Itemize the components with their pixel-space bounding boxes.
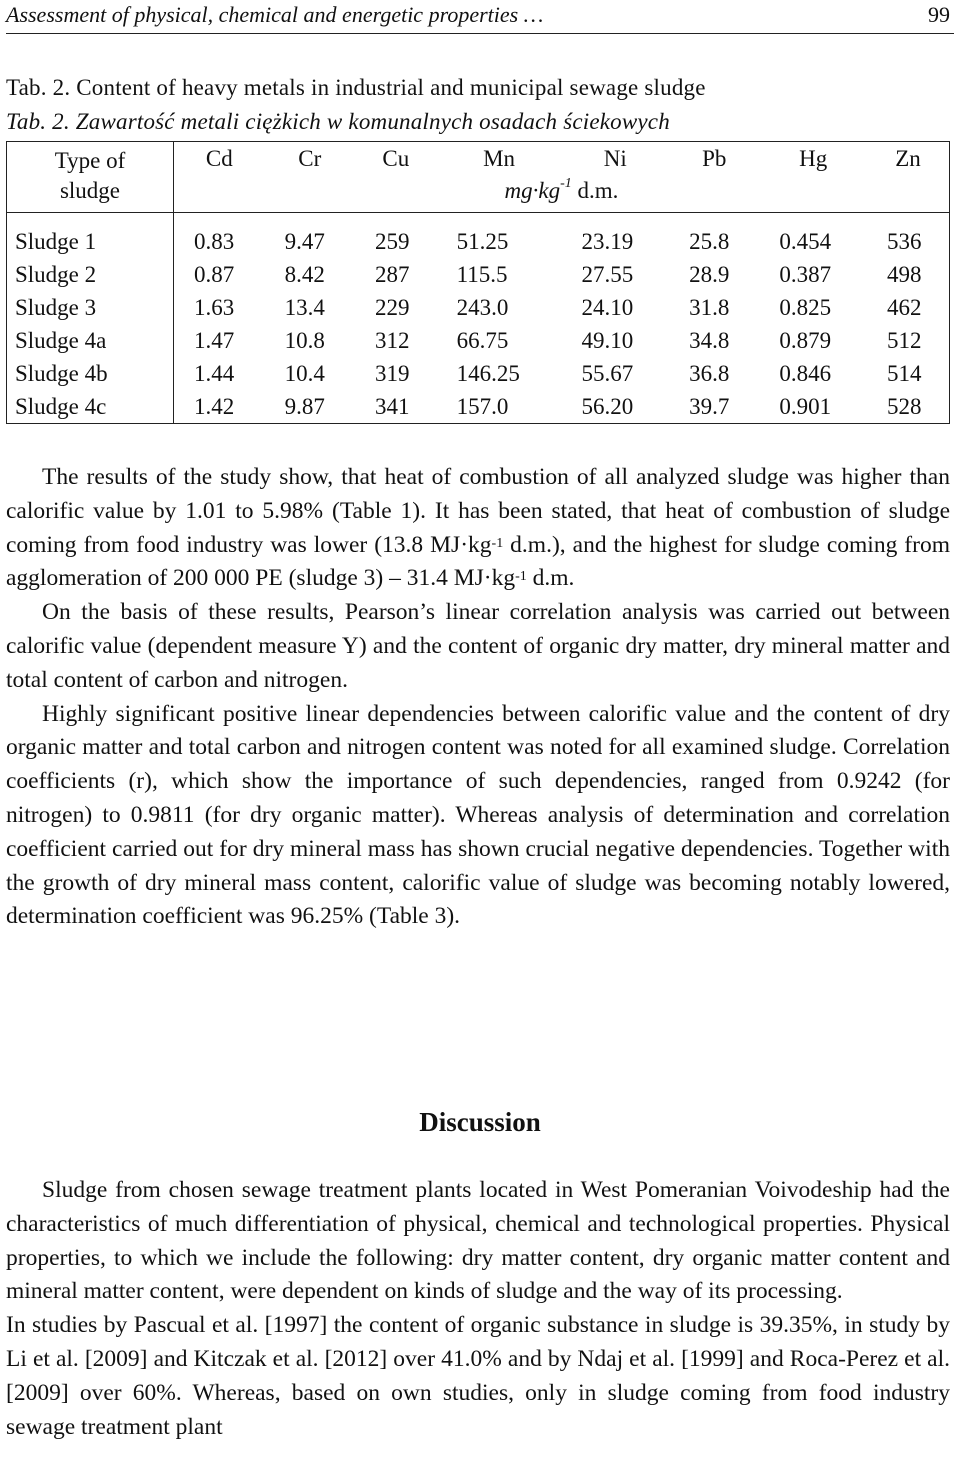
table-cell-hg: 0.454	[779, 229, 832, 254]
row-header-type-of-sludge	[7, 142, 174, 213]
table-cell-pb: 31.8	[689, 295, 730, 320]
table-cell-pb: 36.8	[689, 361, 730, 386]
row-label: Sludge 4b	[7, 357, 174, 390]
table-cell-mn: 146.25	[456, 361, 520, 386]
table-cell-hg: 0.879	[779, 328, 832, 353]
table-cell-cr: 13.4	[284, 295, 325, 320]
unit-suffix: d.m.	[577, 178, 619, 203]
table-cell-ni: 23.19	[581, 229, 634, 254]
table-cell-pb: 34.8	[689, 328, 730, 353]
col-header-ni: Ni	[603, 146, 627, 171]
table-cell-cu: 229	[374, 295, 410, 320]
table-cell-mn: 157.0	[456, 394, 509, 419]
results-paragraph-1	[6, 461, 950, 596]
discussion-heading: Discussion	[419, 1107, 541, 1137]
table-cell-cr: 9.87	[284, 394, 325, 419]
col-header-cr: Cr	[298, 146, 322, 171]
discussion-section	[6, 1174, 950, 1444]
table-cell-mn: 115.5	[456, 262, 508, 287]
table-cell-cu: 287	[374, 262, 410, 287]
table-cell-cd: 1.42	[194, 394, 235, 419]
row-label: Sludge 4a	[7, 324, 174, 357]
results-p1-part-b: d.m.), and the highest for sludge coming from agglomeration of 200 000 PE (sludge 3) – 31.4 MJ·kg	[6, 531, 950, 592]
running-title: Assessment of physical, chemical and energetic properties …	[6, 2, 544, 27]
discussion-paragraph-1: Sludge from chosen sewage treatment plants located in West Pomeranian Voivodeship had the characteristics of much differentiation of physical, chemical and technological properties. Physical properties, to which we include the following: dry matter content, dry organic matter content and mineral matter content, were dependent on kinds of sludge and the way of its processing.	[6, 1177, 950, 1305]
row-header-line-1: Type of	[54, 148, 126, 173]
table-cell-hg: 0.387	[779, 262, 832, 287]
table-row	[7, 213, 950, 259]
table-cell-cr: 10.8	[284, 328, 325, 353]
table-cell-cd: 1.47	[194, 328, 235, 353]
table-cell-mn: 243.0	[456, 295, 509, 320]
table-cell-ni: 49.10	[581, 328, 634, 353]
table-row	[7, 324, 950, 357]
table-cell-cd: 0.87	[194, 262, 235, 287]
row-header-line-2: sludge	[59, 178, 121, 203]
table-cell-ni: 24.10	[581, 295, 634, 320]
unit-header	[174, 178, 950, 213]
results-p1-part-c: d.m.	[526, 565, 575, 592]
table-row	[7, 258, 950, 291]
page-number: 99	[928, 2, 950, 27]
col-header-mn: Mn	[483, 146, 516, 171]
table-cell-cd: 0.83	[194, 229, 235, 254]
row-label: Sludge 4c	[7, 390, 174, 424]
table-cell-ni: 56.20	[581, 394, 634, 419]
results-p1-sup-2: -1	[515, 569, 527, 585]
results-p1-part-a: The results of the study show, that heat of combustion of all analyzed sludge was higher than calorific value by 1.01 to 5.98% (Table 1). It has been stated, that heat of combustion of sludge coming from food industry was lower (13.8 MJ·kg	[6, 464, 950, 558]
row-label: Sludge 3	[7, 291, 174, 324]
table-cell-ni: 55.67	[581, 361, 634, 386]
table-cell-hg: 0.901	[779, 394, 832, 419]
table-cell-cr: 10.4	[284, 361, 325, 386]
row-label: Sludge 1	[7, 213, 174, 259]
col-header-zn: Zn	[895, 146, 921, 171]
table-cell-zn: 536	[886, 229, 922, 254]
results-p1-sup-1: -1	[491, 535, 504, 551]
table-cell-pb: 25.8	[689, 229, 730, 254]
col-header-pb: Pb	[702, 146, 727, 171]
table-cell-zn: 462	[886, 295, 922, 320]
table-caption-english: Tab. 2. Content of heavy metals in industrial and municipal sewage sludge	[6, 75, 706, 100]
table-body	[7, 213, 950, 424]
table-row	[7, 390, 950, 424]
table-cell-cd: 1.44	[194, 361, 235, 386]
table-row	[7, 357, 950, 390]
table-cell-ni: 27.55	[581, 262, 634, 287]
table-cell-zn: 528	[886, 394, 922, 419]
table-cell-cd: 1.63	[194, 295, 235, 320]
table-cell-mn: 51.25	[456, 229, 509, 254]
running-header	[6, 0, 954, 34]
table-cell-mn: 66.75	[456, 328, 509, 353]
table-cell-cu: 319	[374, 361, 410, 386]
table-cell-pb: 39.7	[689, 394, 730, 419]
col-header-cu: Cu	[382, 146, 410, 171]
unit-prefix: mg·kg	[504, 178, 561, 203]
heavy-metals-table	[6, 141, 950, 424]
results-section	[6, 461, 950, 934]
table-cell-cr: 9.47	[284, 229, 325, 254]
table-cell-zn: 498	[886, 262, 922, 287]
table-cell-hg: 0.825	[779, 295, 832, 320]
table-caption-polish: Tab. 2. Zawartość metali ciężkich w komunalnych osadach ściekowych	[6, 109, 670, 134]
table-cell-cu: 259	[374, 229, 410, 254]
table-cell-cr: 8.42	[284, 262, 325, 287]
table-cell-hg: 0.846	[779, 361, 832, 386]
table-cell-zn: 512	[886, 328, 922, 353]
discussion-paragraph-2: In studies by Pascual et al. [1997] the content of organic substance in sludge is 39.35%, in study by Li et al. [2009] and Kitczak et al. [2012] over 41.0% and by Ndaj et al. [1999] and Roca-Perez et al. [2009] over 60%. Whereas, based on own studies, only in sludge coming from food industry sewage treatment plant	[6, 1312, 950, 1440]
table-cell-cu: 312	[374, 328, 410, 353]
table-cell-pb: 28.9	[689, 262, 730, 287]
results-paragraph-2: On the basis of these results, Pearson’s linear correlation analysis was carried out between calorific value (dependent measure Y) and the content of organic dry matter, dry mineral matter and total content of carbon and nitrogen.	[6, 599, 950, 693]
table-cell-cu: 341	[374, 394, 410, 419]
col-header-hg: Hg	[799, 146, 828, 171]
table-row	[7, 291, 950, 324]
table-cell-zn: 514	[886, 361, 922, 386]
results-paragraph-3: Highly significant positive linear dependencies between calorific value and the content of dry organic matter and total carbon and nitrogen content was noted for all examined sludge. Correlation coefficients (r), which show the importance of such dependencies, ranged from 0.9242 (for nitrogen) to 0.9811 (for dry organic matter). Whereas analysis of determination and correlation coefficient carried out for dry mineral mass has shown crucial negative dependencies. Together with the growth of dry mineral mass content, calorific value of sludge was becoming notably lowered, determination coefficient was 96.25% (Table 3).	[6, 700, 950, 930]
unit-exponent: -1	[560, 176, 572, 191]
col-header-cd: Cd	[205, 146, 233, 171]
row-label: Sludge 2	[7, 258, 174, 291]
